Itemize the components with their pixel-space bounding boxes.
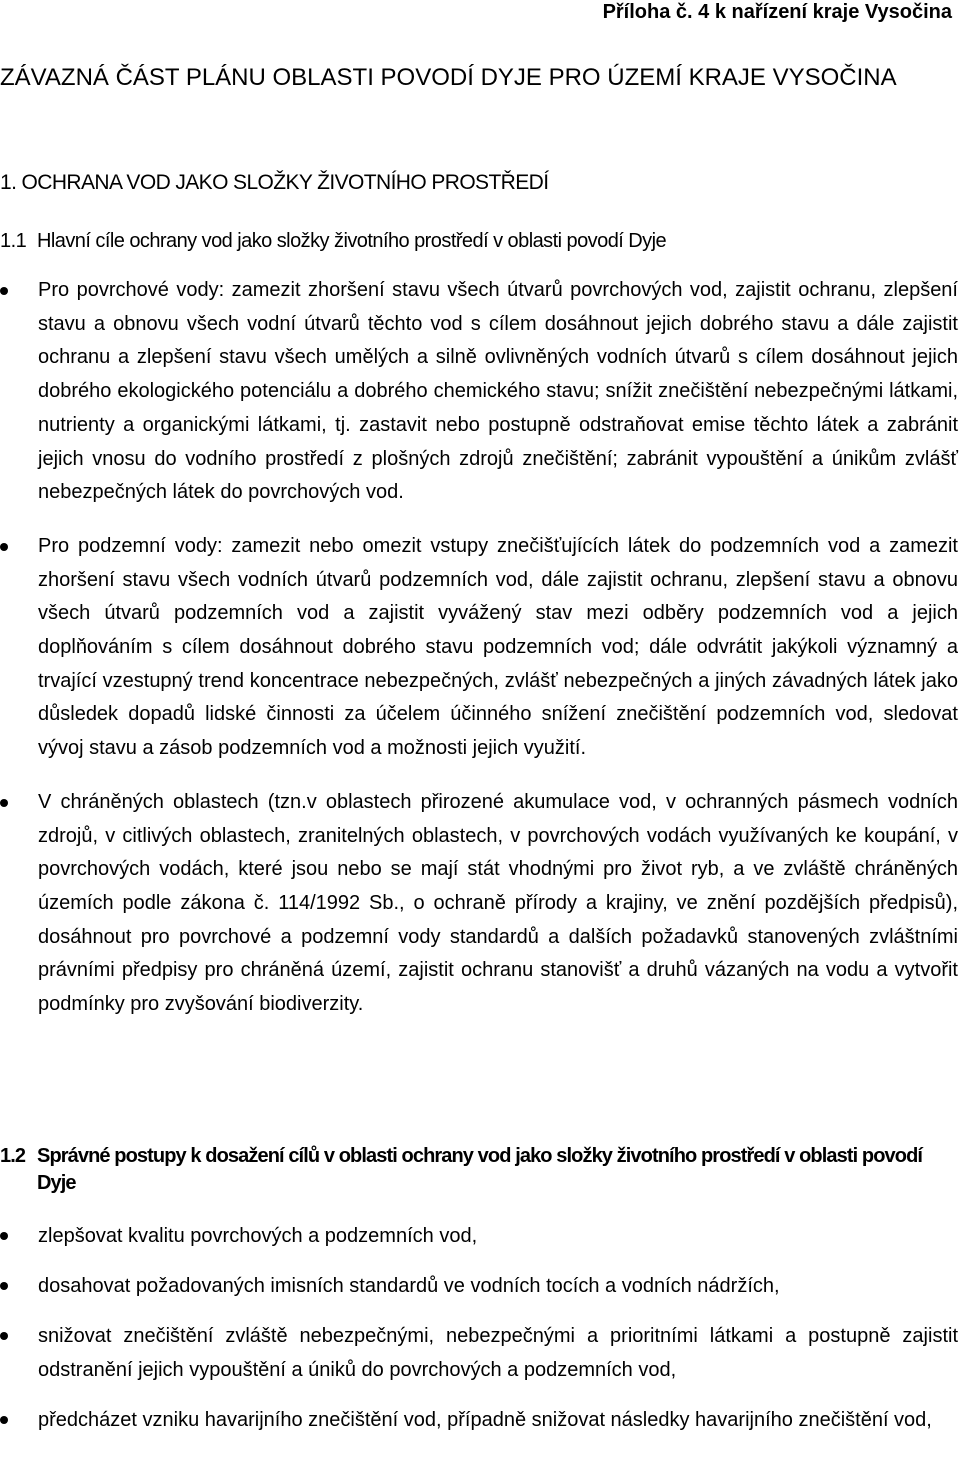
- list-item-text: zlepšovat kvalitu povrchových a podzemních vod,: [38, 1225, 478, 1247]
- list-item-text: snižovat znečištění zvláště nebezpečnými, nebezpečnými a prioritními látkami a postupně zajistit odstranění jejich vypouštění a úniků do povrchových a podzemních vod,: [38, 1325, 958, 1381]
- bullet-icon: [0, 543, 8, 551]
- annex-label: Příloha č. 4 k nařízení kraje Vysočina: [602, 1, 952, 23]
- list-item: [0, 1219, 958, 1253]
- section-1-2-heading: [0, 1143, 958, 1197]
- bullet-icon: [0, 1232, 8, 1240]
- list-item-text: Pro povrchové vody: zamezit zhoršení stavu všech útvarů povrchových vod, zajistit ochranu, zlepšení stavu a obnovu všech vodní útvarů těchto vod s cílem dosáhnout jejich dobrého stavu a dále zajistit ochranu a zlepšení stavu všech umělých a silně ovlivněných vodních útvarů s cílem dosáhnout jejich dobrého ekologického potenciálu a dobrého chemického stavu; snížit znečištění nebezpečnými látkami, nutrienty a organickými látkami, tj. zastavit nebo postupně odstraňovat emise těchto látek a zabránit jejich vnosu do vodního prostředí z plošných zdrojů znečištění; zabránit vypouštění a únikům zvlášť nebezpečných látek do povrchových vod.: [38, 279, 958, 504]
- section-1-1-number: 1.1: [0, 230, 27, 252]
- section-1-1-heading: [0, 228, 958, 255]
- bullet-icon: [0, 1332, 8, 1340]
- section-1-1-title: Hlavní cíle ochrany vod jako složky životního prostředí v oblasti povodí Dyje: [37, 230, 667, 252]
- list-item: [0, 530, 958, 766]
- list-item-text: Pro podzemní vody: zamezit nebo omezit vstupy znečišťujících látek do podzemních vod a zamezit zhoršení stavu všech vodních útvarů podzemních vod, dále zajistit ochranu, zlepšení stavu a obnovu všech útvarů podzemních vod a zajistit vyvážený stav mezi odběry podzemních vod a jejich doplňováním s cílem dosáhnout dobrého stavu podzemních vod; dále odvrátit jakýkoli významný a trvající vzestupný trend koncentrace nebezpečných, zvlášť nebezpečných a jiných závadných látek jako důsledek dopadů lidské činnosti za účelem účinného snížení znečištění podzemních vod, sledovat vývoj stavu a zásob podzemních vod a možnosti jejich využití.: [38, 534, 958, 760]
- list-item: [0, 1403, 958, 1437]
- bullet-icon: [0, 1282, 8, 1290]
- list-item-text: V chráněných oblastech (tzn.v oblastech přirozené akumulace vod, v ochranných pásmech vodních zdrojů, v citlivých oblastech, zranitelných oblastech, v povrchových vodách využívaných ke koupání, v povrchových vodách, které jsou nebo se mají stát vhodnými pro život ryb, a ve zvláště chráněných územích podle zákona č. 114/1992 Sb., o ochraně přírody a krajiny, ve znění pozdějších předpisů), dosáhnout pro povrchové a podzemní vody standardů a dalších požadavků stanovených zvláštními právními předpisy pro chráněná území, zajistit ochranu stanovišť a druhů vázaných na vodu a vytvořit podmínky pro zvyšování biodiverzity.: [38, 790, 958, 1016]
- list-item: [0, 786, 958, 1022]
- list-item-text: předcházet vzniku havarijního znečištění vod, případně snižovat následky havarijního znečištění vod,: [38, 1409, 932, 1431]
- document-title: ZÁVAZNÁ ČÁST PLÁNU OBLASTI POVODÍ DYJE PRO ÚZEMÍ KRAJE VYSOČINA: [0, 64, 897, 91]
- section-1-2-title: Správné postupy k dosažení cílů v oblasti ochrany vod jako složky životního prostředí v oblasti povodí Dyje: [37, 1145, 923, 1194]
- section-1-2-number: 1.2: [0, 1145, 26, 1167]
- bullet-icon: [0, 287, 8, 295]
- list-item: [0, 1269, 958, 1303]
- bullet-icon: [0, 799, 8, 807]
- bullet-icon: [0, 1416, 8, 1424]
- section-1-1-goals-list: [0, 274, 958, 1022]
- list-item: [0, 1319, 958, 1387]
- list-item-text: dosahovat požadovaných imisních standardů ve vodních tocích a vodních nádržích,: [38, 1275, 780, 1297]
- section-1-heading: 1. OCHRANA VOD JAKO SLOŽKY ŽIVOTNÍHO PROSTŘEDÍ: [0, 171, 549, 194]
- section-1-2-practices-list: [0, 1219, 958, 1437]
- list-item: [0, 274, 958, 510]
